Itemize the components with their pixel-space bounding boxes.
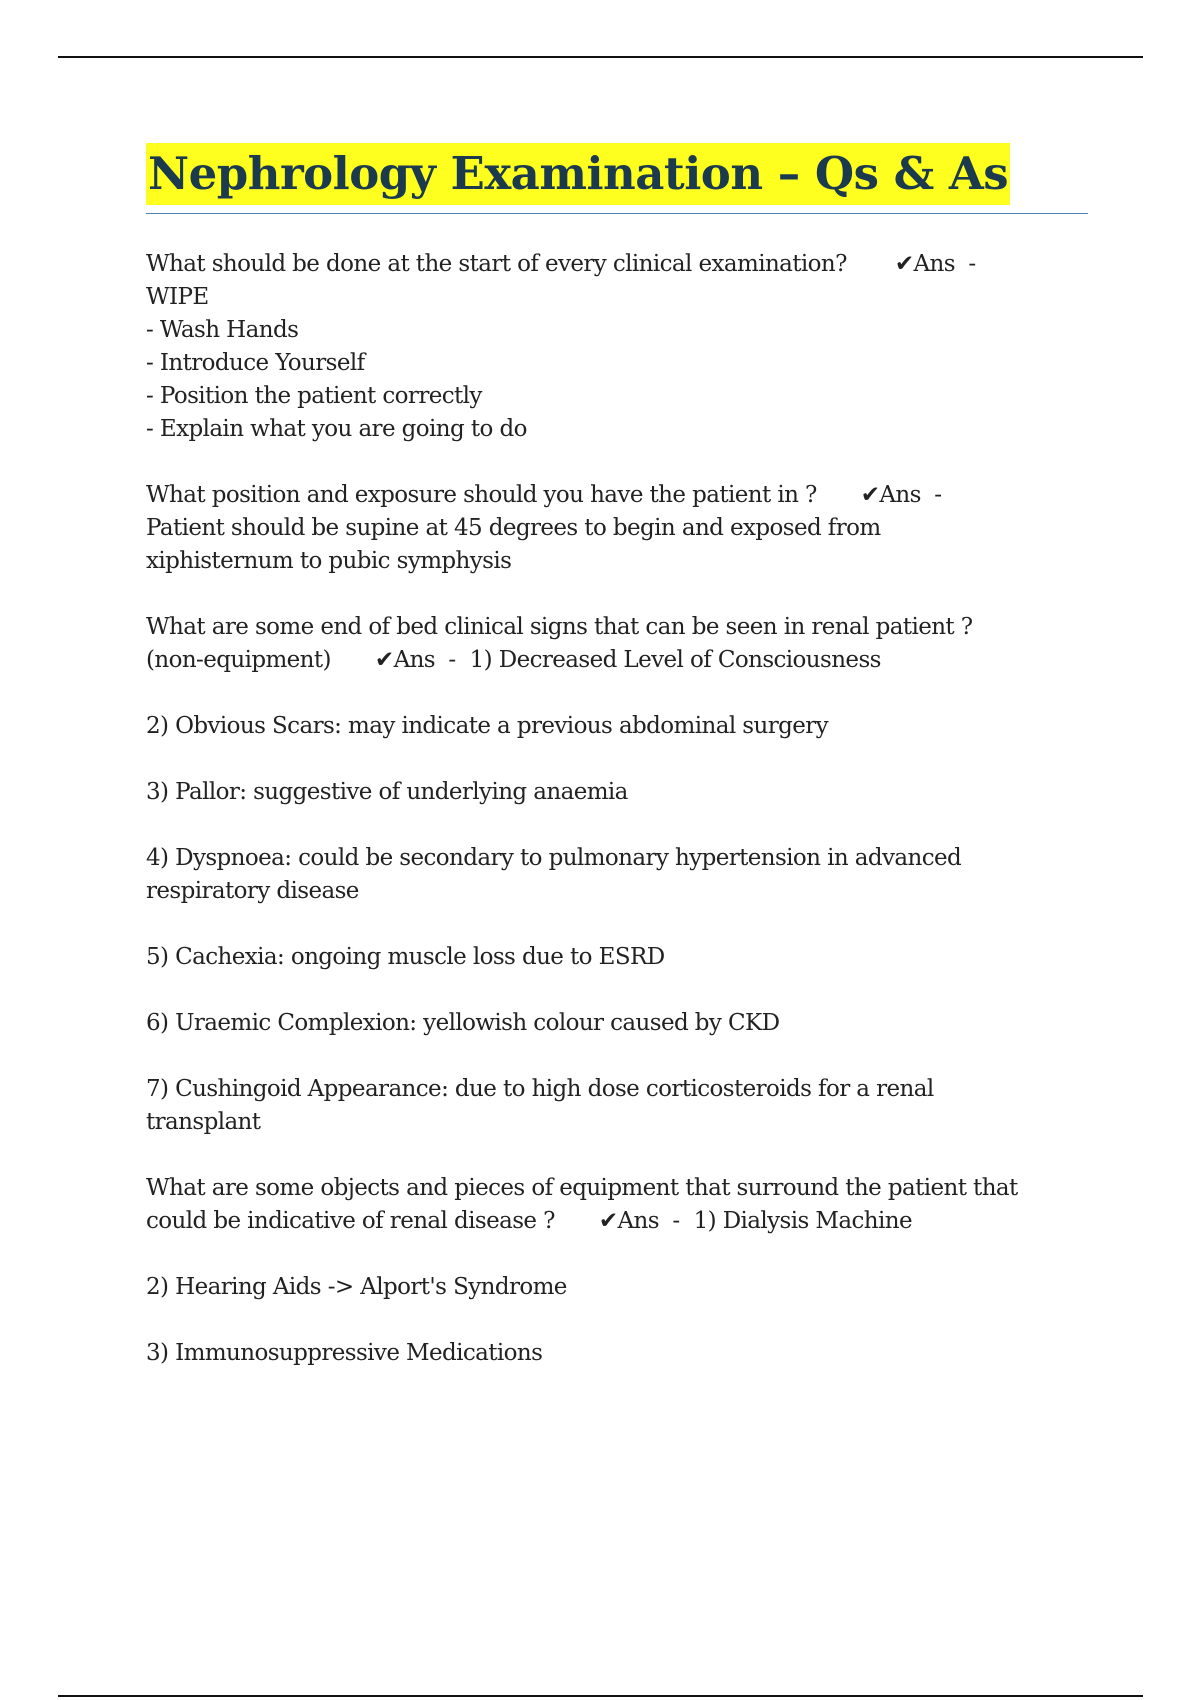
list-item [146, 842, 1086, 908]
list-item-line: 2) Hearing Aids -> Alport's Syndrome [146, 1274, 567, 1300]
bottom-rule [58, 1695, 1143, 1697]
list-item-line: 5) Cachexia: ongoing muscle loss due to ESRD [146, 944, 665, 970]
answer-line: - Wash Hands [146, 317, 299, 343]
question-line [146, 479, 1086, 512]
list-item [146, 1073, 1086, 1139]
answer-text: 1) Dialysis Machine [693, 1208, 912, 1234]
qa-block-2 [146, 479, 1086, 578]
question-line: What are some end of bed clinical signs that can be seen in renal patient ? [146, 614, 973, 640]
answer-line: - Explain what you are going to do [146, 416, 527, 442]
list-item-line: transplant [146, 1109, 261, 1135]
question-line [146, 248, 1086, 281]
answer-text: 1) Decreased Level of Consciousness [469, 647, 881, 673]
answer-line: Patient should be supine at 45 degrees to begin and exposed from [146, 515, 881, 541]
list-item [146, 1271, 1086, 1304]
question-line [146, 1205, 1086, 1238]
question-text: could be indicative of renal disease ? [146, 1208, 555, 1234]
document-body [146, 248, 1086, 1403]
list-item [146, 941, 1086, 974]
answer-line: - Introduce Yourself [146, 350, 365, 376]
list-item-line: 3) Pallor: suggestive of underlying anaemia [146, 779, 628, 805]
list-item-line: respiratory disease [146, 878, 359, 904]
answer-line: xiphisternum to pubic symphysis [146, 548, 512, 574]
qa-block-1 [146, 248, 1086, 446]
answer-marker: ✔Ans - [374, 647, 456, 673]
list-item [146, 710, 1086, 743]
list-item [146, 1007, 1086, 1040]
question-text: (non-equipment) [146, 647, 331, 673]
answer-marker: ✔Ans - [598, 1208, 680, 1234]
list-item-line: 3) Immunosuppressive Medications [146, 1340, 543, 1366]
title-underline [146, 213, 1088, 214]
list-item-line: 4) Dyspnoea: could be secondary to pulmonary hypertension in advanced [146, 845, 962, 871]
question-line: What are some objects and pieces of equipment that surround the patient that [146, 1175, 1018, 1201]
answer-marker: ✔Ans - [894, 251, 976, 277]
list-item [146, 776, 1086, 809]
question-line [146, 644, 1086, 677]
list-item [146, 1337, 1086, 1370]
top-rule [58, 56, 1143, 58]
list-item-line: 2) Obvious Scars: may indicate a previous abdominal surgery [146, 713, 829, 739]
question-text: What should be done at the start of every clinical examination? [146, 251, 847, 277]
qa-block-3 [146, 611, 1086, 677]
qa-block-4 [146, 1172, 1086, 1238]
question-text: What position and exposure should you have the patient in ? [146, 482, 817, 508]
list-item-line: 7) Cushingoid Appearance: due to high dose corticosteroids for a renal [146, 1076, 934, 1102]
title-block [146, 143, 1086, 205]
answer-line: WIPE [146, 284, 209, 310]
answer-line: - Position the patient correctly [146, 383, 482, 409]
list-item-line: 6) Uraemic Complexion: yellowish colour caused by CKD [146, 1010, 780, 1036]
document-title: Nephrology Examination – Qs & As [146, 143, 1010, 205]
answer-marker: ✔Ans - [860, 482, 942, 508]
